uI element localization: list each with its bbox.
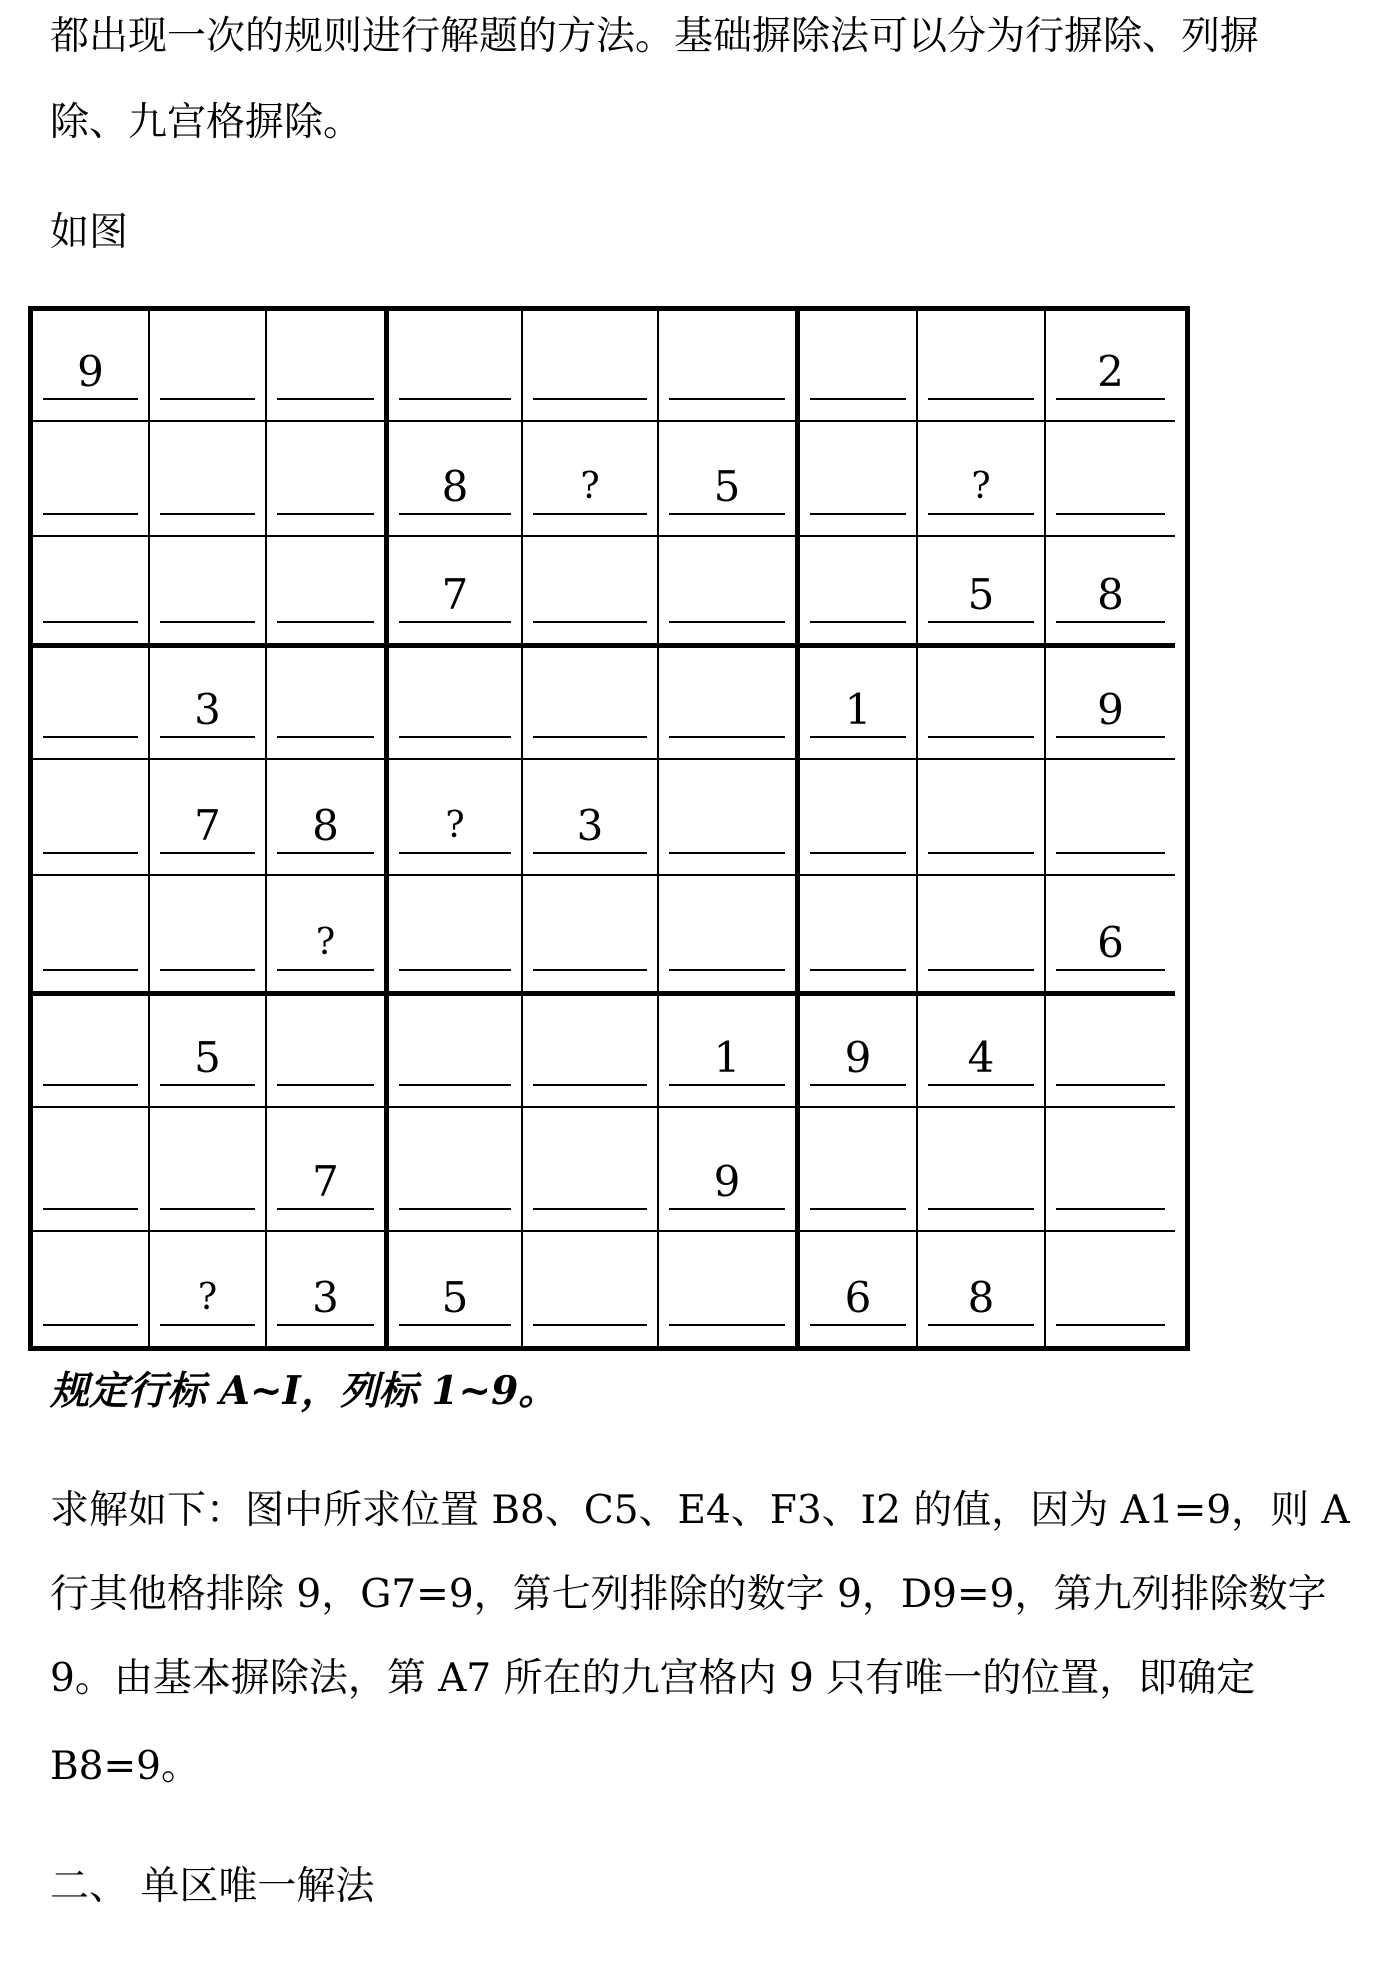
given-cell-value: 6 xyxy=(844,1273,872,1322)
answer-blank-line xyxy=(533,513,647,515)
answer-blank-line xyxy=(533,969,647,971)
sudoku-cell xyxy=(33,537,150,648)
sudoku-cell xyxy=(918,876,1046,996)
sudoku-cell xyxy=(800,1108,918,1232)
sudoku-cell xyxy=(1046,1232,1175,1346)
answer-blank-line xyxy=(533,1208,647,1210)
answer-blank-line xyxy=(928,1208,1034,1210)
sudoku-cell xyxy=(659,760,800,876)
given-cell-value: 8 xyxy=(967,1273,995,1322)
answer-blank-line xyxy=(277,398,374,400)
answer-blank-line xyxy=(533,621,647,623)
sudoku-cell xyxy=(1046,422,1175,537)
answer-blank-line xyxy=(533,1324,647,1326)
sudoku-cell xyxy=(523,648,659,760)
answer-blank-line xyxy=(277,1084,374,1086)
sudoku-cell xyxy=(33,760,150,876)
sudoku-cell xyxy=(523,760,659,876)
sudoku-cell xyxy=(800,422,918,537)
sudoku-cell xyxy=(150,1108,267,1232)
sudoku-cell xyxy=(918,311,1046,422)
grid-caption: 规定行标 A~I，列标 1~9。 xyxy=(50,1368,558,1414)
sudoku-cell xyxy=(150,1232,267,1346)
answer-blank-line xyxy=(43,1084,138,1086)
sudoku-cell xyxy=(33,876,150,996)
given-cell-value: 5 xyxy=(713,462,741,511)
answer-blank-line xyxy=(669,1084,785,1086)
given-cell-value: 7 xyxy=(194,801,221,850)
sudoku-cell xyxy=(33,1232,150,1346)
sudoku-cell xyxy=(1046,760,1175,876)
given-cell-value: 2 xyxy=(1097,347,1124,396)
given-cell-value: 4 xyxy=(967,1033,995,1082)
answer-blank-line xyxy=(810,1208,906,1210)
answer-blank-line xyxy=(43,398,138,400)
answer-blank-line xyxy=(43,513,138,515)
given-cell-value: 9 xyxy=(77,347,104,396)
sudoku-cell xyxy=(389,537,523,648)
answer-blank-line xyxy=(669,398,785,400)
given-cell-value: 3 xyxy=(312,1273,339,1322)
sudoku-cell xyxy=(267,876,389,996)
sudoku-cell xyxy=(267,760,389,876)
answer-blank-line xyxy=(669,969,785,971)
answer-blank-line xyxy=(160,1324,255,1326)
answer-blank-line xyxy=(928,398,1034,400)
sudoku-cell xyxy=(33,648,150,760)
sudoku-cell xyxy=(150,996,267,1108)
unknown-cell-value: ? xyxy=(445,805,465,846)
sudoku-grid xyxy=(28,306,1190,1351)
given-cell-value: 8 xyxy=(441,462,469,511)
answer-blank-line xyxy=(1056,1324,1165,1326)
given-cell-value: 5 xyxy=(441,1273,469,1322)
sudoku-cell xyxy=(267,1232,389,1346)
answer-blank-line xyxy=(277,513,374,515)
answer-blank-line xyxy=(1056,398,1165,400)
sudoku-cell xyxy=(389,876,523,996)
solution-line-4: B8=9。 xyxy=(50,1744,200,1789)
sudoku-cell xyxy=(800,311,918,422)
answer-blank-line xyxy=(810,1084,906,1086)
answer-blank-line xyxy=(43,621,138,623)
answer-blank-line xyxy=(399,969,511,971)
sudoku-cell xyxy=(1046,1108,1175,1232)
sudoku-cell xyxy=(389,422,523,537)
sudoku-cell xyxy=(33,996,150,1108)
sudoku-cell xyxy=(918,537,1046,648)
sudoku-cell xyxy=(267,648,389,760)
given-cell-value: 1 xyxy=(844,685,872,734)
answer-blank-line xyxy=(669,736,785,738)
answer-blank-line xyxy=(669,1208,785,1210)
answer-blank-line xyxy=(160,1084,255,1086)
answer-blank-line xyxy=(669,852,785,854)
sudoku-cell xyxy=(523,1232,659,1346)
given-cell-value: 8 xyxy=(1097,570,1124,619)
answer-blank-line xyxy=(43,852,138,854)
answer-blank-line xyxy=(277,969,374,971)
sudoku-cell xyxy=(659,422,800,537)
answer-blank-line xyxy=(928,621,1034,623)
sudoku-cell xyxy=(267,996,389,1108)
answer-blank-line xyxy=(669,513,785,515)
answer-blank-line xyxy=(399,513,511,515)
sudoku-cell xyxy=(389,311,523,422)
answer-blank-line xyxy=(669,621,785,623)
answer-blank-line xyxy=(810,736,906,738)
sudoku-cell xyxy=(918,422,1046,537)
sudoku-cell xyxy=(918,1108,1046,1232)
solution-line-3: 9。由基本摒除法，第 A7 所在的九宫格内 9 只有唯一的位置，即确定 xyxy=(50,1656,1256,1701)
unknown-cell-value: ? xyxy=(197,1277,218,1318)
answer-blank-line xyxy=(928,1324,1034,1326)
answer-blank-line xyxy=(928,513,1034,515)
answer-blank-line xyxy=(399,1324,511,1326)
sudoku-cell xyxy=(150,760,267,876)
answer-blank-line xyxy=(277,1324,374,1326)
given-cell-value: 9 xyxy=(844,1033,872,1082)
given-cell-value: 3 xyxy=(576,801,604,850)
sudoku-cell xyxy=(918,760,1046,876)
answer-blank-line xyxy=(160,621,255,623)
answer-blank-line xyxy=(1056,969,1165,971)
sudoku-cell xyxy=(389,1108,523,1232)
given-cell-value: 7 xyxy=(441,570,469,619)
answer-blank-line xyxy=(277,852,374,854)
sudoku-cell xyxy=(150,311,267,422)
solution-line-2: 行其他格排除 9，G7=9，第七列排除的数字 9，D9=9，第九列排除数字 xyxy=(50,1572,1327,1617)
sudoku-cell xyxy=(918,996,1046,1108)
sudoku-cell xyxy=(800,1232,918,1346)
sudoku-cell xyxy=(150,876,267,996)
given-cell-value: 5 xyxy=(194,1033,221,1082)
given-cell-value: 6 xyxy=(1097,918,1124,967)
sudoku-cell xyxy=(1046,311,1175,422)
sudoku-cell xyxy=(389,760,523,876)
answer-blank-line xyxy=(399,1208,511,1210)
given-cell-value: 9 xyxy=(713,1157,741,1206)
sudoku-cell xyxy=(267,311,389,422)
sudoku-cell xyxy=(659,1232,800,1346)
sudoku-cell xyxy=(1046,537,1175,648)
unknown-cell-value: ? xyxy=(971,466,991,507)
answer-blank-line xyxy=(1056,621,1165,623)
answer-blank-line xyxy=(533,398,647,400)
sudoku-cell xyxy=(523,537,659,648)
sudoku-cell xyxy=(33,1108,150,1232)
sudoku-cell xyxy=(800,537,918,648)
answer-blank-line xyxy=(43,1324,138,1326)
figure-intro: 如图 xyxy=(50,210,129,255)
sudoku-cell xyxy=(150,648,267,760)
answer-blank-line xyxy=(810,1324,906,1326)
sudoku-cell xyxy=(389,996,523,1108)
sudoku-cell xyxy=(523,422,659,537)
sudoku-cell xyxy=(1046,648,1175,760)
given-cell-value: 8 xyxy=(312,801,339,850)
sudoku-cell xyxy=(659,537,800,648)
answer-blank-line xyxy=(928,969,1034,971)
answer-blank-line xyxy=(810,513,906,515)
sudoku-cell xyxy=(389,648,523,760)
sudoku-cell xyxy=(1046,996,1175,1108)
answer-blank-line xyxy=(43,736,138,738)
answer-blank-line xyxy=(399,852,511,854)
sudoku-cell xyxy=(150,422,267,537)
unknown-cell-value: ? xyxy=(315,922,336,963)
sudoku-cell xyxy=(800,760,918,876)
answer-blank-line xyxy=(810,398,906,400)
sudoku-cell xyxy=(33,422,150,537)
answer-blank-line xyxy=(533,736,647,738)
answer-blank-line xyxy=(928,852,1034,854)
sudoku-cell xyxy=(33,311,150,422)
given-cell-value: 3 xyxy=(194,685,221,734)
answer-blank-line xyxy=(277,621,374,623)
given-cell-value: 5 xyxy=(967,570,995,619)
answer-blank-line xyxy=(810,969,906,971)
answer-blank-line xyxy=(277,1208,374,1210)
paragraph-line-2: 除、九宫格摒除。 xyxy=(50,100,363,145)
answer-blank-line xyxy=(810,852,906,854)
answer-blank-line xyxy=(669,1324,785,1326)
answer-blank-line xyxy=(399,1084,511,1086)
given-cell-value: 9 xyxy=(1097,685,1124,734)
answer-blank-line xyxy=(399,736,511,738)
sudoku-cell xyxy=(918,648,1046,760)
answer-blank-line xyxy=(399,398,511,400)
sudoku-cell xyxy=(267,1108,389,1232)
answer-blank-line xyxy=(160,513,255,515)
sudoku-cell xyxy=(523,1108,659,1232)
sudoku-cell xyxy=(523,876,659,996)
sudoku-cell xyxy=(523,996,659,1108)
answer-blank-line xyxy=(43,1208,138,1210)
sudoku-cell xyxy=(918,1232,1046,1346)
answer-blank-line xyxy=(533,852,647,854)
section-heading: 二、 单区唯一解法 xyxy=(50,1864,375,1909)
answer-blank-line xyxy=(160,398,255,400)
sudoku-cell xyxy=(1046,876,1175,996)
answer-blank-line xyxy=(160,852,255,854)
answer-blank-line xyxy=(399,621,511,623)
answer-blank-line xyxy=(810,621,906,623)
answer-blank-line xyxy=(1056,513,1165,515)
given-cell-value: 1 xyxy=(713,1033,741,1082)
answer-blank-line xyxy=(928,736,1034,738)
sudoku-cell xyxy=(659,876,800,996)
answer-blank-line xyxy=(1056,736,1165,738)
given-cell-value: 7 xyxy=(312,1157,339,1206)
unknown-cell-value: ? xyxy=(580,466,600,507)
sudoku-cell xyxy=(267,537,389,648)
answer-blank-line xyxy=(277,736,374,738)
sudoku-cell xyxy=(523,311,659,422)
answer-blank-line xyxy=(928,1084,1034,1086)
sudoku-cell xyxy=(800,996,918,1108)
solution-line-1: 求解如下：图中所求位置 B8、C5、E4、F3、I2 的值，因为 A1=9，则 A xyxy=(50,1488,1350,1533)
sudoku-cell xyxy=(659,996,800,1108)
sudoku-cell xyxy=(800,876,918,996)
paragraph-line-1: 都出现一次的规则进行解题的方法。基础摒除法可以分为行摒除、列摒 xyxy=(50,14,1260,59)
sudoku-cell xyxy=(659,311,800,422)
sudoku-cell xyxy=(150,537,267,648)
sudoku-cell xyxy=(800,648,918,760)
answer-blank-line xyxy=(160,736,255,738)
sudoku-cell xyxy=(267,422,389,537)
answer-blank-line xyxy=(160,969,255,971)
answer-blank-line xyxy=(160,1208,255,1210)
answer-blank-line xyxy=(533,1084,647,1086)
sudoku-cell xyxy=(659,1108,800,1232)
answer-blank-line xyxy=(1056,1084,1165,1086)
sudoku-cell xyxy=(389,1232,523,1346)
answer-blank-line xyxy=(1056,852,1165,854)
answer-blank-line xyxy=(43,969,138,971)
sudoku-cell xyxy=(659,648,800,760)
answer-blank-line xyxy=(1056,1208,1165,1210)
